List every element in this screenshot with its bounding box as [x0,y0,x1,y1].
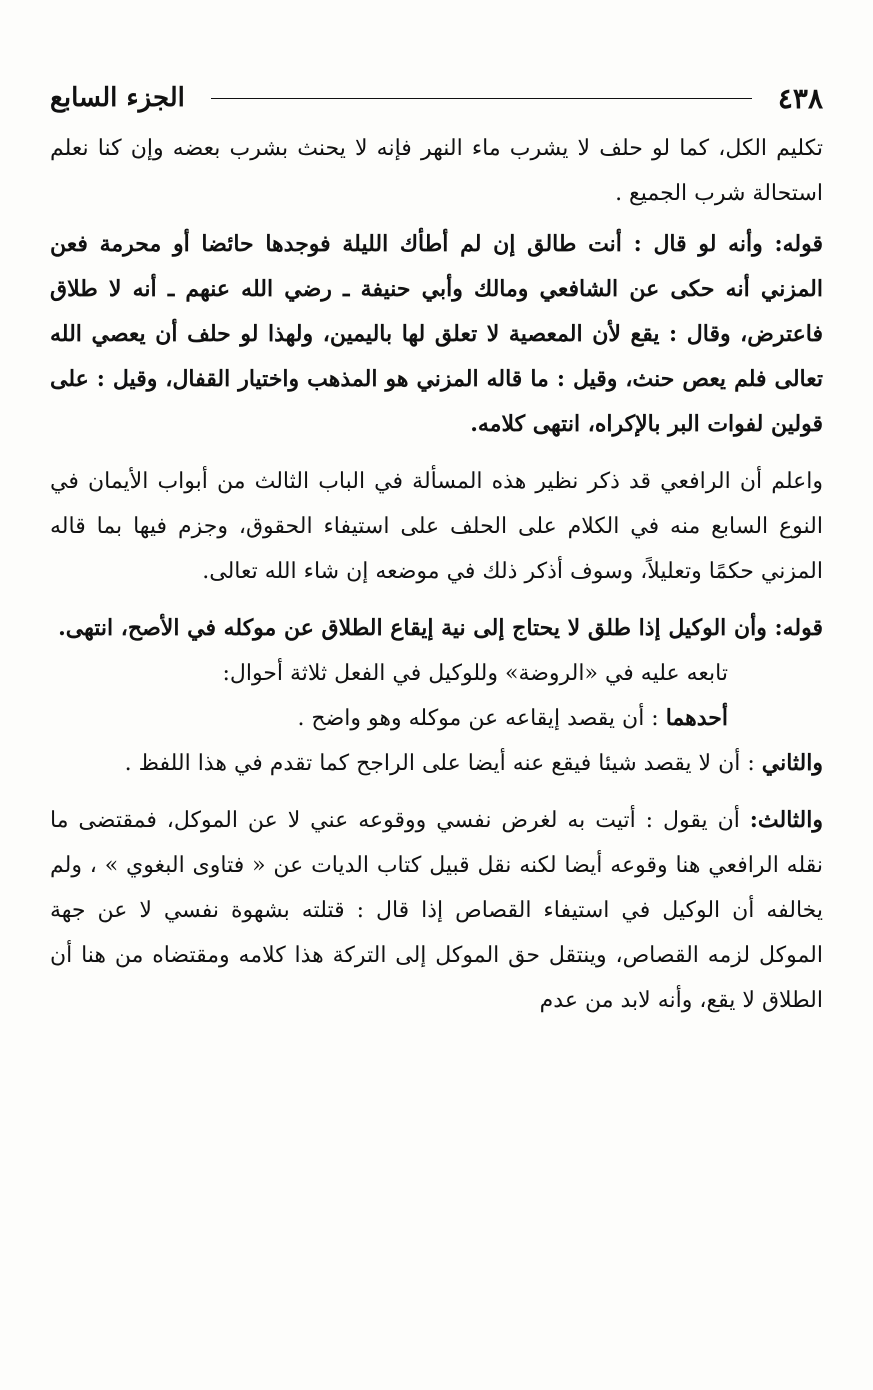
case-three-paragraph [50,798,823,1023]
running-title: الجزء السابع [50,83,185,113]
case-one-text: : أن يقصد إيقاعه عن موكله وهو واضح . [297,706,666,731]
commentary-paragraph-1: واعلم أن الرافعي قد ذكر نظير هذه المسألة في الباب الثالث من أبواب الأيمان في النوع السابع منه في الكلام على الحلف على استيفاء الحقوق، وجزم فيها بما قاله المزني حكمًا وتعليلاً، وسوف أذكر ذلك في موضعه إن شاء الله تعالى. [50,469,823,584]
case-three-text: أن يقول : أتيت به لغرض نفسي ووقوعه عني لا عن الموكل، فمقتضى ما نقله الرافعي هنا وقوعه أيضا لكنه نقل قبيل كتاب الديات عن « فتاوى البغوي » ، ولم يخالفه أن الوكيل في استيفاء القصاص إذا قال : قتلته بشهوة نفسي لا عن جهة الموكل لزمه القصاص، وينتقل حق الموكل إلى التركة هذا كلامه ومقتضاه من هنا أن الطلاق لا يقع، وأنه لابد من عدم [50,808,823,1013]
commentary-paragraph-2: تابعه عليه في «الروضة» وللوكيل في الفعل ثلاثة أحوال: [222,661,728,686]
page-number: ٤٣٨ [777,81,823,115]
page-header [50,78,823,118]
case-one-paragraph [50,696,823,741]
case-two-paragraph [50,741,823,786]
quoted-passage-2: قوله: وأن الوكيل إذا طلق لا يحتاج إلى نية إيقاع الطلاق عن موكله في الأصح، انتهى. [58,615,823,641]
case-one-label: أحدهما [665,705,728,731]
quoted-passage-1: قوله: وأنه لو قال : أنت طالق إن لم أطأك الليلة فوجدها حائضا أو محرمة فعن المزني أنه حكى عن الشافعي ومالك وأبي حنيفة ـ رضي الله عنهم ـ أنه لا طلاق فاعترض، وقال : يقع لأن المعصية لا تعلق لها باليمين، ولهذا لو حلف أن يعصي الله تعالى فلم يعص حنث، وقيل : ما قاله المزني هو المذهب واختيار القفال، وقيل : على قولين لفوات البر بالإكراه، انتهى كلامه. [50,231,823,437]
paragraph-continuation: تكليم الكل، كما لو حلف لا يشرب ماء النهر فإنه لا يحنث بشرب بعضه وإن كنا نعلم استحالة شرب الجميع . [50,136,823,206]
header-rule [211,98,752,99]
case-three-label: والثالث: [749,807,823,833]
case-two-text: : أن لا يقصد شيئا فيقع عنه أيضا على الراجح كما تقدم في هذا اللفظ . [124,751,762,776]
case-two-label: والثاني [761,750,823,776]
